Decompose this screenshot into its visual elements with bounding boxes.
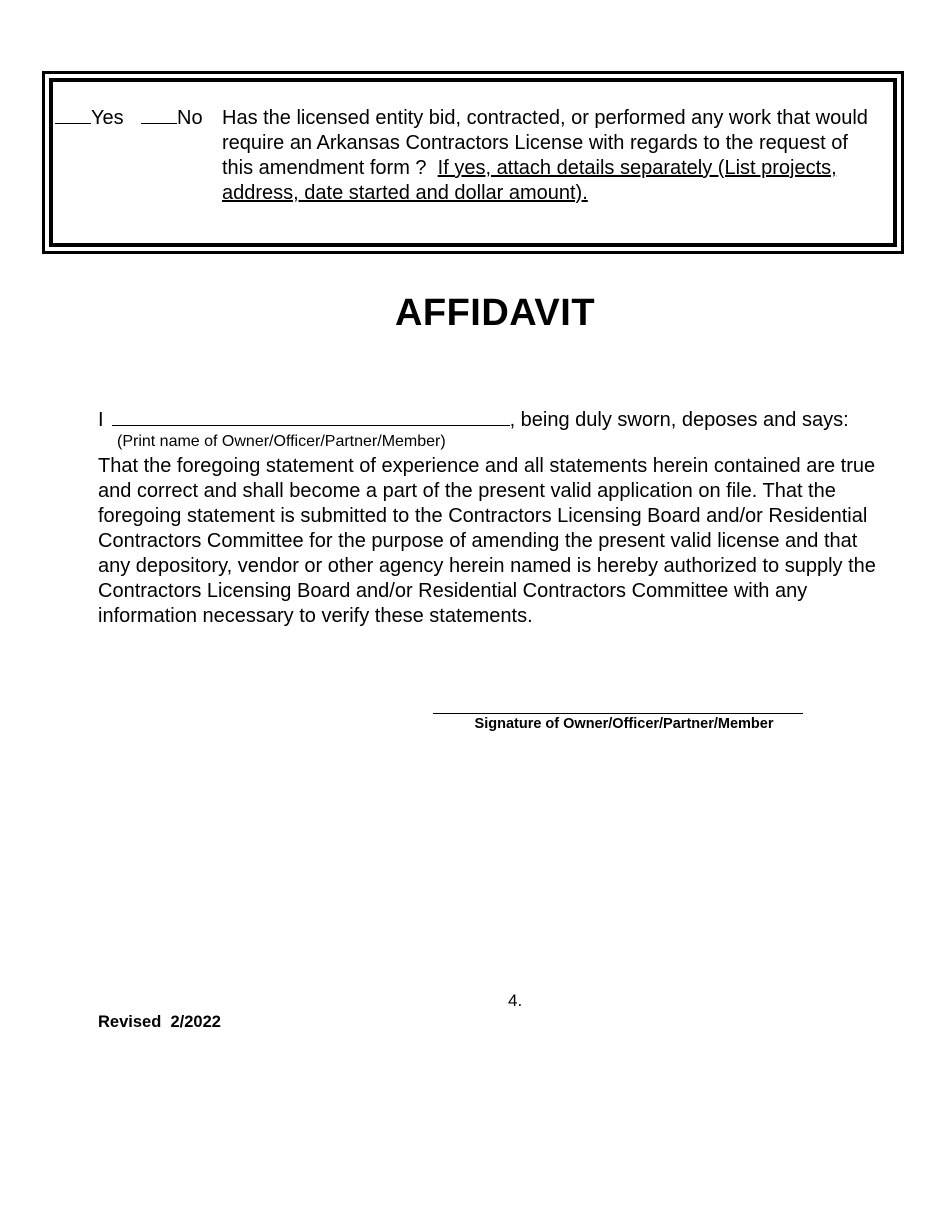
no-label: No	[177, 107, 203, 129]
question-body: Has the licensed entity bid, contracted, or performed any work that would require an Arkansas Contractors License with regards to the request of this amendment form ?	[222, 107, 868, 179]
name-caption: (Print name of Owner/Officer/Partner/Member)	[117, 433, 446, 450]
page-title: AFFIDAVIT	[394, 292, 596, 334]
yes-checkbox-blank[interactable]	[55, 106, 91, 124]
page-number: 4.	[508, 991, 523, 1010]
oath-line	[98, 407, 849, 433]
signature-caption: Signature of Owner/Officer/Partner/Member	[474, 716, 774, 732]
question-text	[222, 106, 877, 206]
owner-name-field[interactable]	[112, 407, 510, 426]
no-option[interactable]	[141, 106, 203, 131]
no-checkbox-blank[interactable]	[141, 106, 177, 124]
question-instruction: If yes, attach details separately (List projects, address, date started and dollar amount).	[222, 157, 837, 204]
oath-suffix: , being duly sworn, deposes and says:	[509, 409, 849, 431]
affidavit-statement: That the foregoing statement of experience and all statements herein contained are true and correct and shall become a part of the present valid application on file. That the foregoing statement is submitted to the Contractors Licensing Board and/or Residential Contractors Committee for the purpose of amending the present valid license and that any depository, vendor or other agency herein named is hereby authorized to supply the Contractors Licensing Board and/or Residential Contractors Committee with any information necessary to verify these statements.	[98, 455, 876, 627]
revision-date: Revised 2/2022	[98, 1013, 221, 1031]
signature-line[interactable]	[433, 713, 803, 714]
yes-label: Yes	[91, 107, 124, 129]
oath-prefix: I	[98, 409, 104, 431]
yes-option[interactable]	[55, 106, 124, 131]
